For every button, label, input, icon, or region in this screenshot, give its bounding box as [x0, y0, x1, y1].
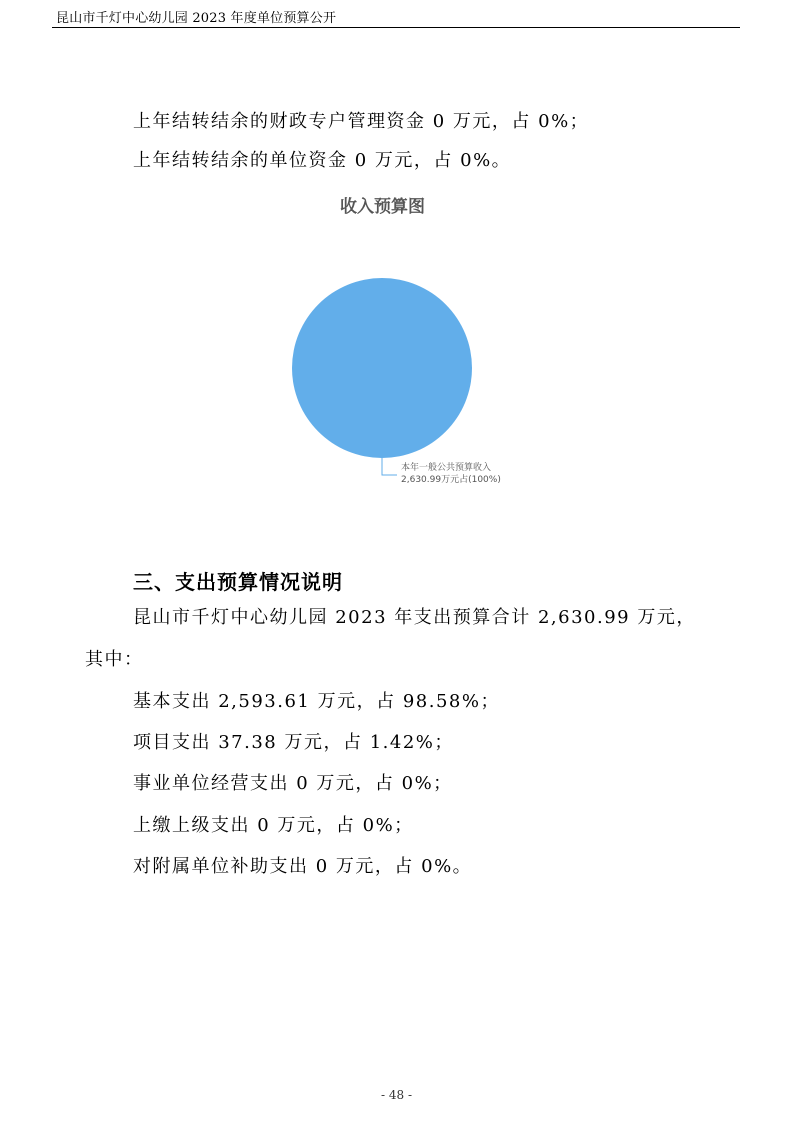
expense-item: 基本支出 2,593.61 万元，占 98.58%；: [133, 691, 500, 712]
intro-line-1: 上年结转结余的财政专户管理资金 0 万元，占 0%；: [133, 111, 590, 132]
document-header-title: 昆山市千灯中心幼儿园 2023 年度单位预算公开: [56, 11, 337, 26]
intro-line-2: 上年结转结余的单位资金 0 万元，占 0%。: [133, 150, 512, 171]
expense-item: 项目支出 37.38 万元，占 1.42%；: [133, 732, 454, 753]
pie-slice-label: 本年一般公共预算收入: [401, 463, 492, 473]
expense-item: 上缴上级支出 0 万元，占 0%；: [133, 815, 414, 836]
section-heading: 三、支出预算情况说明: [133, 570, 343, 594]
expense-item: 对附属单位补助支出 0 万元，占 0%。: [133, 856, 473, 877]
pie-leader-line: [382, 458, 397, 475]
chart-title: 收入预算图: [340, 197, 425, 217]
page-number: - 48 -: [380, 1088, 412, 1102]
pie-slice-value-label: 2,630.99万元占(100%): [401, 475, 501, 485]
summary-line-2: 其中：: [85, 649, 144, 670]
pie-slice-general-budget: [292, 278, 472, 458]
expense-item: 事业单位经营支出 0 万元，占 0%；: [133, 773, 453, 794]
summary-line-1: 昆山市千灯中心幼儿园 2023 年支出预算合计 2,630.99 万元，: [133, 607, 696, 628]
